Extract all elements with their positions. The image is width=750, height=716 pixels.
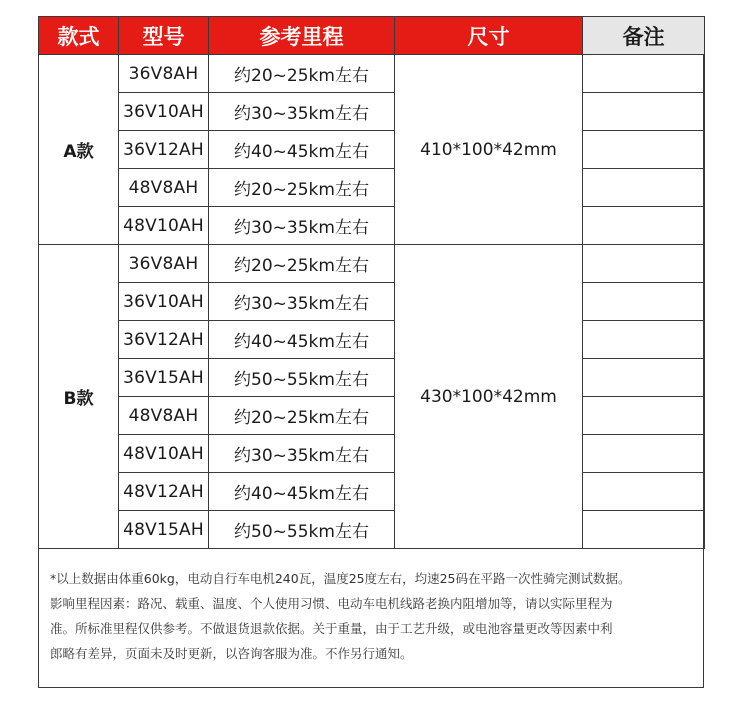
range-cell: 约30~35km左右 <box>209 283 395 321</box>
table-row <box>39 359 705 397</box>
header-row <box>39 17 705 55</box>
footnote-line: 影响里程因素：路况、载重、温度、个人使用习惯、电动车电机线路老换内阻增加等，请以实际里程为 <box>50 596 613 611</box>
table-row <box>39 283 705 321</box>
range-cell: 约40~45km左右 <box>209 321 395 359</box>
model-cell: 36V8AH <box>119 55 209 93</box>
footnote-line: 准。所标准里程仅供参考。不做退货退款依据。关于重量，由于工艺升级，或电池容量更改等因素中利 <box>50 621 613 636</box>
model-cell: 48V12AH <box>119 473 209 511</box>
battery-spec-table <box>38 16 705 549</box>
model-cell: 48V10AH <box>119 435 209 473</box>
table-row <box>39 397 705 435</box>
header-variant: 款式 <box>39 17 119 55</box>
model-cell: 48V8AH <box>119 397 209 435</box>
range-cell: 约50~55km左右 <box>209 511 395 549</box>
variant-cell-b: B款 <box>39 245 119 549</box>
note-cell <box>583 131 705 169</box>
range-cell: 约30~35km左右 <box>209 93 395 131</box>
note-cell <box>583 169 705 207</box>
note-cell <box>583 397 705 435</box>
model-cell: 36V8AH <box>119 245 209 283</box>
table-row <box>39 511 705 549</box>
range-cell: 约20~25km左右 <box>209 55 395 93</box>
header-model: 型号 <box>119 17 209 55</box>
range-cell: 约20~25km左右 <box>209 397 395 435</box>
note-cell <box>583 207 705 245</box>
model-cell: 48V10AH <box>119 207 209 245</box>
note-cell <box>583 245 705 283</box>
table-row <box>39 435 705 473</box>
model-cell: 36V10AH <box>119 283 209 321</box>
model-cell: 36V15AH <box>119 359 209 397</box>
note-cell <box>583 359 705 397</box>
note-cell <box>583 511 705 549</box>
model-cell: 36V12AH <box>119 321 209 359</box>
model-cell: 48V15AH <box>119 511 209 549</box>
range-cell: 约30~35km左右 <box>209 435 395 473</box>
footnote-line: 郎略有差异，页面未及时更新，以咨询客服为准。不作另行通知。 <box>50 646 413 661</box>
table-row <box>39 131 705 169</box>
note-cell <box>583 283 705 321</box>
footnote-line: *以上数据由体重60kg，电动自行车电机240瓦，温度25度左右，均速25码在平路一次性骑完测试数据。 <box>50 571 631 586</box>
range-cell: 约40~45km左右 <box>209 473 395 511</box>
model-cell: 36V10AH <box>119 93 209 131</box>
table-row <box>39 169 705 207</box>
table-row <box>39 93 705 131</box>
header-size: 尺寸 <box>395 17 583 55</box>
header-note: 备注 <box>583 17 705 55</box>
header-range: 参考里程 <box>209 17 395 55</box>
range-cell: 约40~45km左右 <box>209 131 395 169</box>
range-cell: 约30~35km左右 <box>209 207 395 245</box>
table-row <box>39 245 705 283</box>
table-row <box>39 207 705 245</box>
note-cell <box>583 55 705 93</box>
table-row <box>39 321 705 359</box>
size-cell-b: 430*100*42mm <box>395 245 583 549</box>
table-row <box>39 55 705 93</box>
model-cell: 48V8AH <box>119 169 209 207</box>
note-cell <box>583 321 705 359</box>
size-cell-a: 410*100*42mm <box>395 55 583 245</box>
variant-cell-a: A款 <box>39 55 119 245</box>
range-cell: 约20~25km左右 <box>209 169 395 207</box>
model-cell: 36V12AH <box>119 131 209 169</box>
footnote <box>50 566 698 666</box>
note-cell <box>583 93 705 131</box>
table-row <box>39 473 705 511</box>
range-cell: 约50~55km左右 <box>209 359 395 397</box>
range-cell: 约20~25km左右 <box>209 245 395 283</box>
note-cell <box>583 435 705 473</box>
note-cell <box>583 473 705 511</box>
